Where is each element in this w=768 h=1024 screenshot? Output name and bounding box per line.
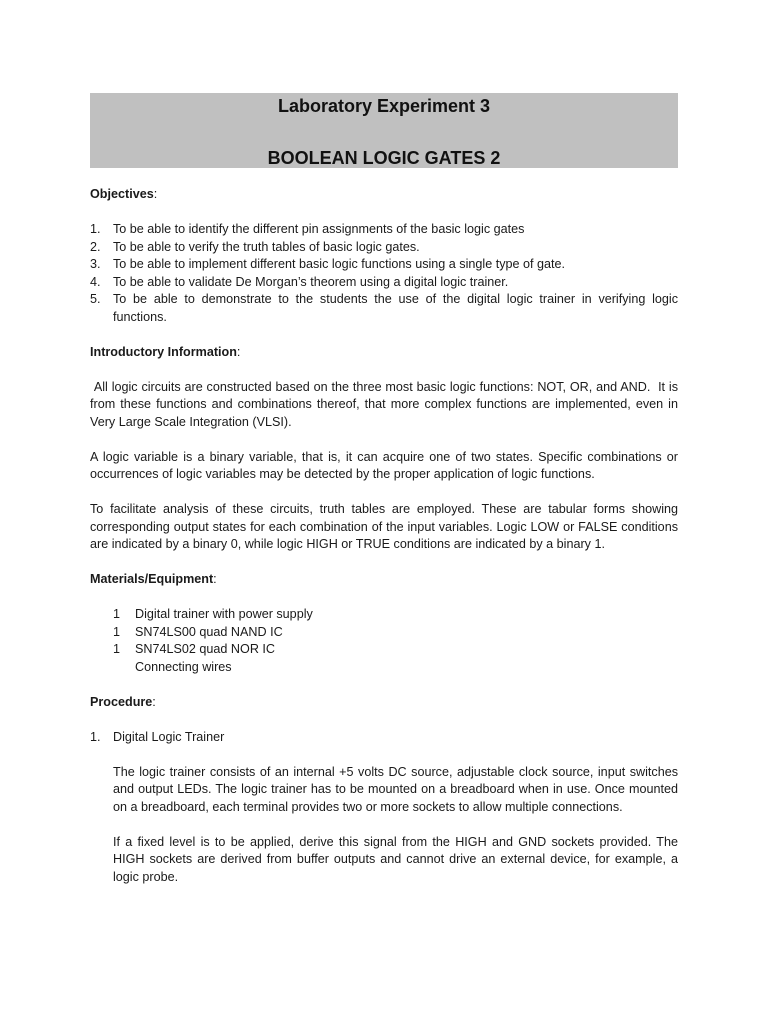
list-item: 4. To be able to validate De Morgan’s theorem using a digital logic trainer. [90,274,509,289]
list-item: 1. To be able to identify the different pin assignments of the basic logic gates [90,222,525,236]
objectives-list [90,221,678,326]
list-item: 1 SN74LS00 quad NAND IC [113,624,283,639]
procedure-step-1: 1. Digital Logic Trainer [90,729,225,744]
title-banner [90,93,678,168]
document-subtitle: BOOLEAN LOGIC GATES 2 [267,148,501,168]
intro-paragraph-2: A logic variable is a binary variable, that is, it can acquire one of two states. Specific combinations or occurrences of logic variables may be detected by the proper application of logic functions. [90,449,678,481]
document-page [90,0,682,1024]
materials-list [90,606,678,676]
list-item: 5. To be able to demonstrate to the students the use of the digital logic trainer in verifying logic functions. [90,292,678,324]
document-body [90,186,682,886]
intro-heading: Introductory Information: [90,344,241,359]
document-title: Laboratory Experiment 3 [277,96,491,116]
list-item: 1 SN74LS02 quad NOR IC [113,642,276,656]
objectives-heading: Objectives: [90,187,158,201]
procedure-heading: Procedure: [90,694,156,709]
intro-paragraph-3: To facilitate analysis of these circuits, truth tables are employed. These are tabular forms showing corresponding output states for each combination of the input variables. Logic LOW or FALSE conditions are indicated by a binary 0, while logic HIGH or TRUE conditions are indicated by a binary 1. [90,502,678,551]
list-item: 1 Digital trainer with power supply [113,607,313,621]
procedure-paragraph-2: If a fixed level is to be applied, derive this signal from the HIGH and GND sockets provided. The HIGH sockets are derived from buffer outputs and cannot drive an external device, for example, a logic probe. [113,834,678,884]
list-item: Connecting wires [135,659,232,674]
materials-heading: Materials/Equipment: [90,572,217,586]
procedure-list [90,729,678,747]
list-item: 2. To be able to verify the truth tables of basic logic gates. [90,239,420,254]
list-item: 3. To be able to implement different basic logic functions using a single type of gate. [90,257,566,271]
intro-paragraph-1: All logic circuits are constructed based on the three most basic logic functions: NOT, OR, and AND. It is from these functions and combinations thereof, that more complex functions are implemented, even in Very Large Scale Integration (VLSI). [90,379,682,429]
procedure-paragraph-1: The logic trainer consists of an internal +5 volts DC source, adjustable clock source, input switches and output LEDs. The logic trainer has to be mounted on a breadboard when in use. Once mounted on a breadboard, each terminal provides two or more sockets to allow multiple connections. [113,764,678,814]
